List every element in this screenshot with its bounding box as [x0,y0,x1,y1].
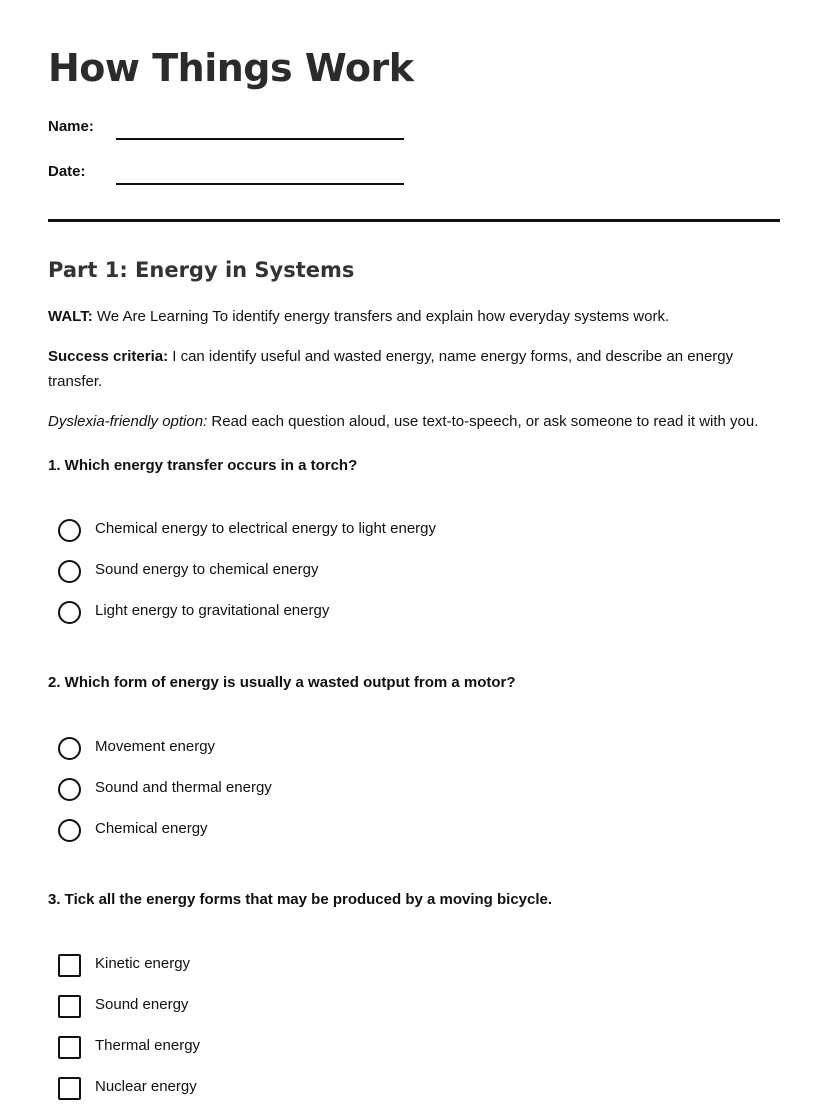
q1-option-1[interactable] [58,519,658,545]
question-3: 3. Tick all the energy forms that may be produced by a moving bicycle. [48,891,553,908]
walt-paragraph [48,304,780,329]
q3-option-4[interactable] [58,1077,658,1103]
option-label[interactable]: Chemical energy to electrical energy to light energy [95,520,437,537]
success-criteria-label: Success criteria: [48,348,169,365]
checkbox[interactable] [58,995,81,1018]
name-label: Name: [48,118,94,135]
date-field[interactable] [48,163,408,193]
option-label[interactable]: Nuclear energy [95,1078,197,1095]
radio-button[interactable] [58,601,81,624]
success-criteria-text: I can identify useful and wasted energy, name energy forms, and describe an energy transfer. [48,348,734,390]
q2-option-1[interactable] [58,737,658,763]
q1-option-2[interactable] [58,560,658,586]
radio-button[interactable] [58,560,81,583]
option-label[interactable]: Kinetic energy [95,955,191,972]
name-field[interactable] [48,118,408,148]
page-title: How Things Work [48,46,414,90]
q1-option-3[interactable] [58,601,658,627]
section-title: Part 1: Energy in Systems [48,258,355,282]
dyslexia-option-paragraph [48,409,780,434]
option-label[interactable]: Thermal energy [95,1037,201,1054]
option-label[interactable]: Chemical energy [95,820,208,837]
option-label[interactable]: Movement energy [95,738,216,755]
q3-option-3[interactable] [58,1036,658,1062]
dyslexia-option-text: Read each question aloud, use text-to-speech, or ask someone to read it with you. [207,413,759,430]
walt-label: WALT: [48,308,93,325]
header-divider [48,219,780,222]
option-label[interactable]: Light energy to gravitational energy [95,602,330,619]
q2-option-2[interactable] [58,778,658,804]
checkbox[interactable] [58,1077,81,1100]
option-label[interactable]: Sound energy [95,996,189,1013]
radio-button[interactable] [58,737,81,760]
question-2: 2. Which form of energy is usually a wasted output from a motor? [48,674,516,691]
dyslexia-option-label: Dyslexia-friendly option: [48,413,208,430]
date-input-line[interactable] [116,183,404,185]
q2-option-3[interactable] [58,819,658,845]
success-criteria-paragraph [48,344,780,394]
radio-button[interactable] [58,778,81,801]
q3-option-2[interactable] [58,995,658,1021]
radio-button[interactable] [58,519,81,542]
name-input-line[interactable] [116,138,404,140]
checkbox[interactable] [58,954,81,977]
q3-option-1[interactable] [58,954,658,980]
walt-text: We Are Learning To identify energy transfers and explain how everyday systems work. [92,308,670,325]
question-1: 1. Which energy transfer occurs in a torch? [48,457,358,474]
radio-button[interactable] [58,819,81,842]
date-label: Date: [48,163,86,180]
option-label[interactable]: Sound and thermal energy [95,779,272,796]
option-label[interactable]: Sound energy to chemical energy [95,561,319,578]
checkbox[interactable] [58,1036,81,1059]
